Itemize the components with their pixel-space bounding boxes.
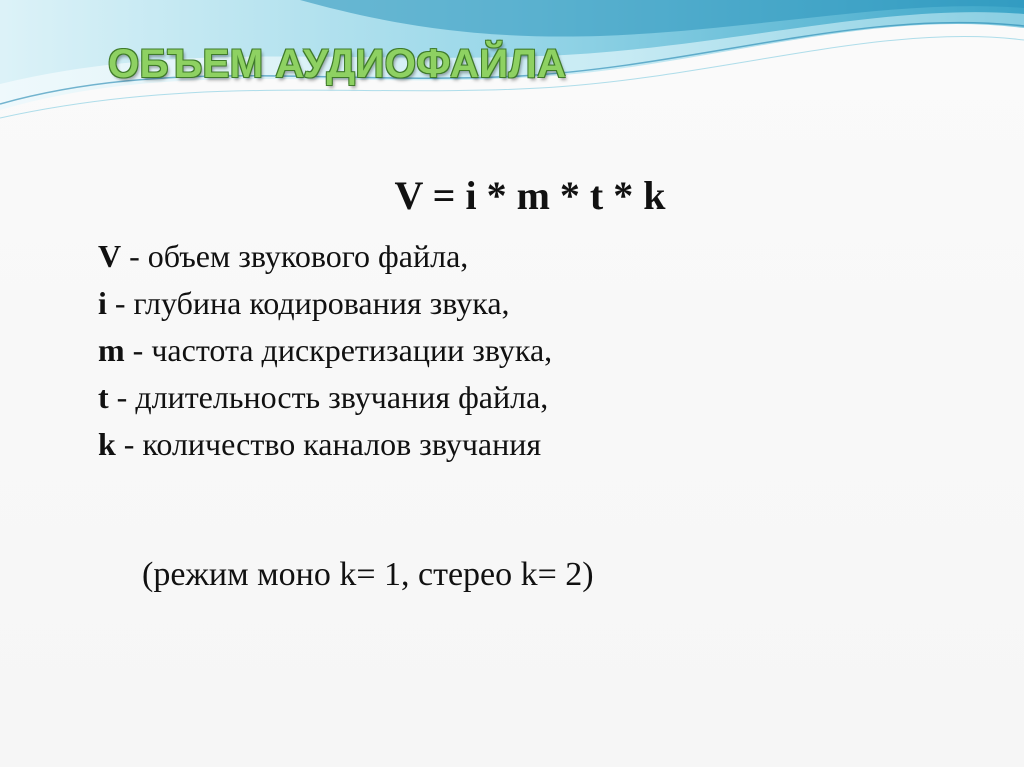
definition-item: [98, 280, 552, 327]
definition-symbol: m: [98, 332, 125, 368]
definition-item: [98, 421, 552, 468]
slide-title: ОБЪЕМ АУДИОФАЙЛА: [108, 42, 567, 86]
definitions-list: [98, 233, 552, 468]
definition-symbol: k: [98, 426, 116, 462]
definition-text: - глубина кодирования звука,: [106, 285, 510, 321]
definition-symbol: i: [98, 285, 107, 321]
definition-item: [98, 327, 552, 374]
definition-symbol: t: [98, 379, 109, 415]
channels-note: (режим моно k= 1, стерео k= 2): [142, 556, 594, 593]
definition-item: [98, 374, 552, 421]
definition-item: [98, 233, 552, 280]
definition-symbol: V: [98, 238, 122, 274]
definition-text: - объем звукового файла,: [121, 238, 469, 274]
formula: V = i * m * t * k: [394, 173, 666, 218]
definition-text: - количество каналов звучания: [115, 426, 542, 462]
definition-text: - длительность звучания файла,: [108, 379, 549, 415]
definition-text: - частота дискретизации звука,: [124, 332, 553, 368]
